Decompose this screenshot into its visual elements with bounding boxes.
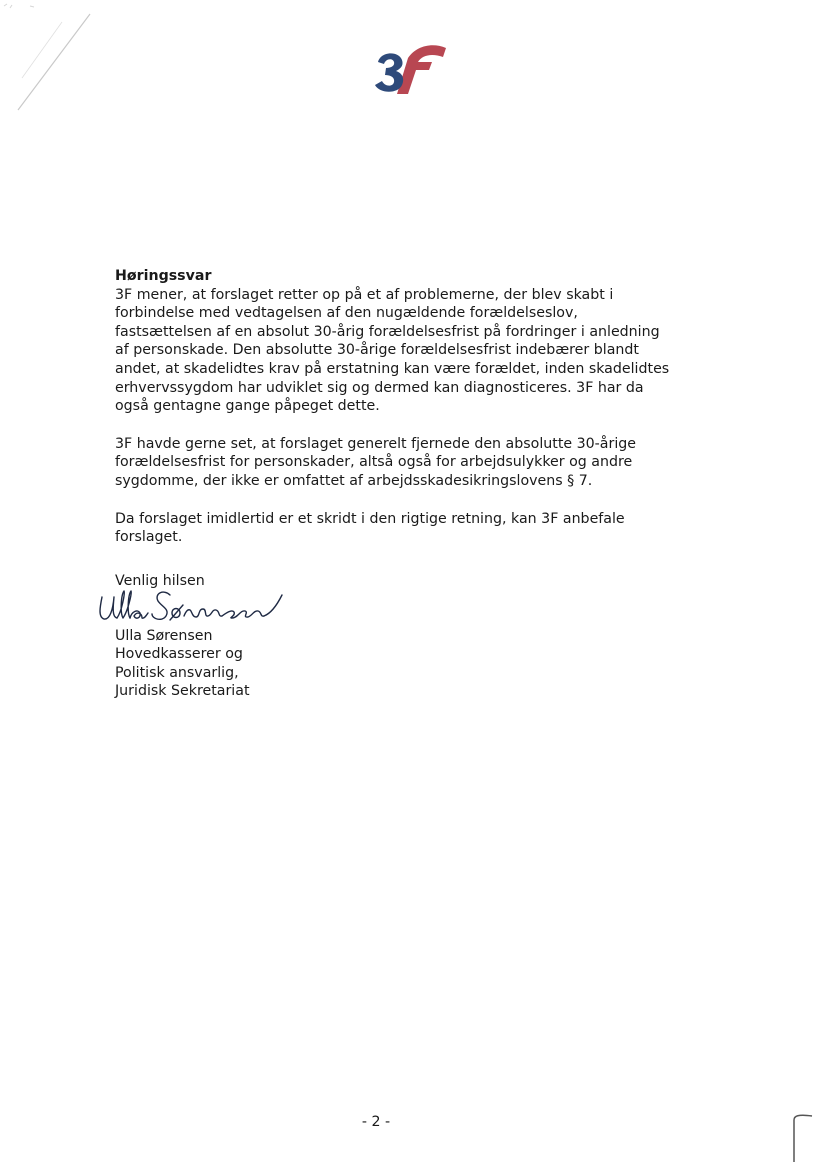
brand-logo-3f	[372, 40, 448, 96]
closing-salutation: Venlig hilsen	[115, 573, 205, 589]
paragraph-2: 3F havde gerne set, at forslaget generelt fjernede den absolutte 30-årige forældelsesfrist for personskader, altså også for arbejdsulykker og andre sygdomme, der ikke er omfattet af arbejdsskadesikringslovens § 7.	[115, 435, 636, 489]
letter-body	[115, 267, 675, 547]
signer-title-line-1: Hovedkasserer og	[115, 646, 243, 663]
signer-title-line-3: Juridisk Sekretariat	[115, 683, 250, 700]
signer-title-line-2: Politisk ansvarlig,	[115, 664, 239, 681]
paragraph-1: 3F mener, at forslaget retter op på et af problemerne, der blev skabt i forbindelse med vedtagelsen af den nugældende forældelseslov, fastsættelsen af en absolut 30-årig forældelsesfrist på fordringer i anledning af personskade. Den absolutte 30-årige forældelsesfrist indebærer blandt andet, at skadelidtes krav på erstatning kan være forældet, inden skadelidtes erhvervssygdom har udviklet sig og dermed kan diagnosticeres. 3F har da også gentagne gange påpeget dette.	[115, 286, 670, 415]
signer-block	[115, 627, 250, 701]
signer-name: Ulla Sørensen	[115, 628, 213, 644]
corner-fold-mark	[0, 0, 100, 115]
paragraph-3: Da forslaget imidlertid er et skridt i den rigtige retning, kan 3F anbefale forslaget.	[115, 510, 625, 546]
logo-3-shape	[375, 53, 403, 91]
logo-f-shape	[397, 45, 446, 94]
page-number: - 2 -	[361, 1114, 391, 1130]
scan-edge-mark	[790, 1112, 820, 1164]
handwritten-signature	[92, 583, 307, 633]
letter-heading: Høringssvar	[115, 268, 212, 284]
